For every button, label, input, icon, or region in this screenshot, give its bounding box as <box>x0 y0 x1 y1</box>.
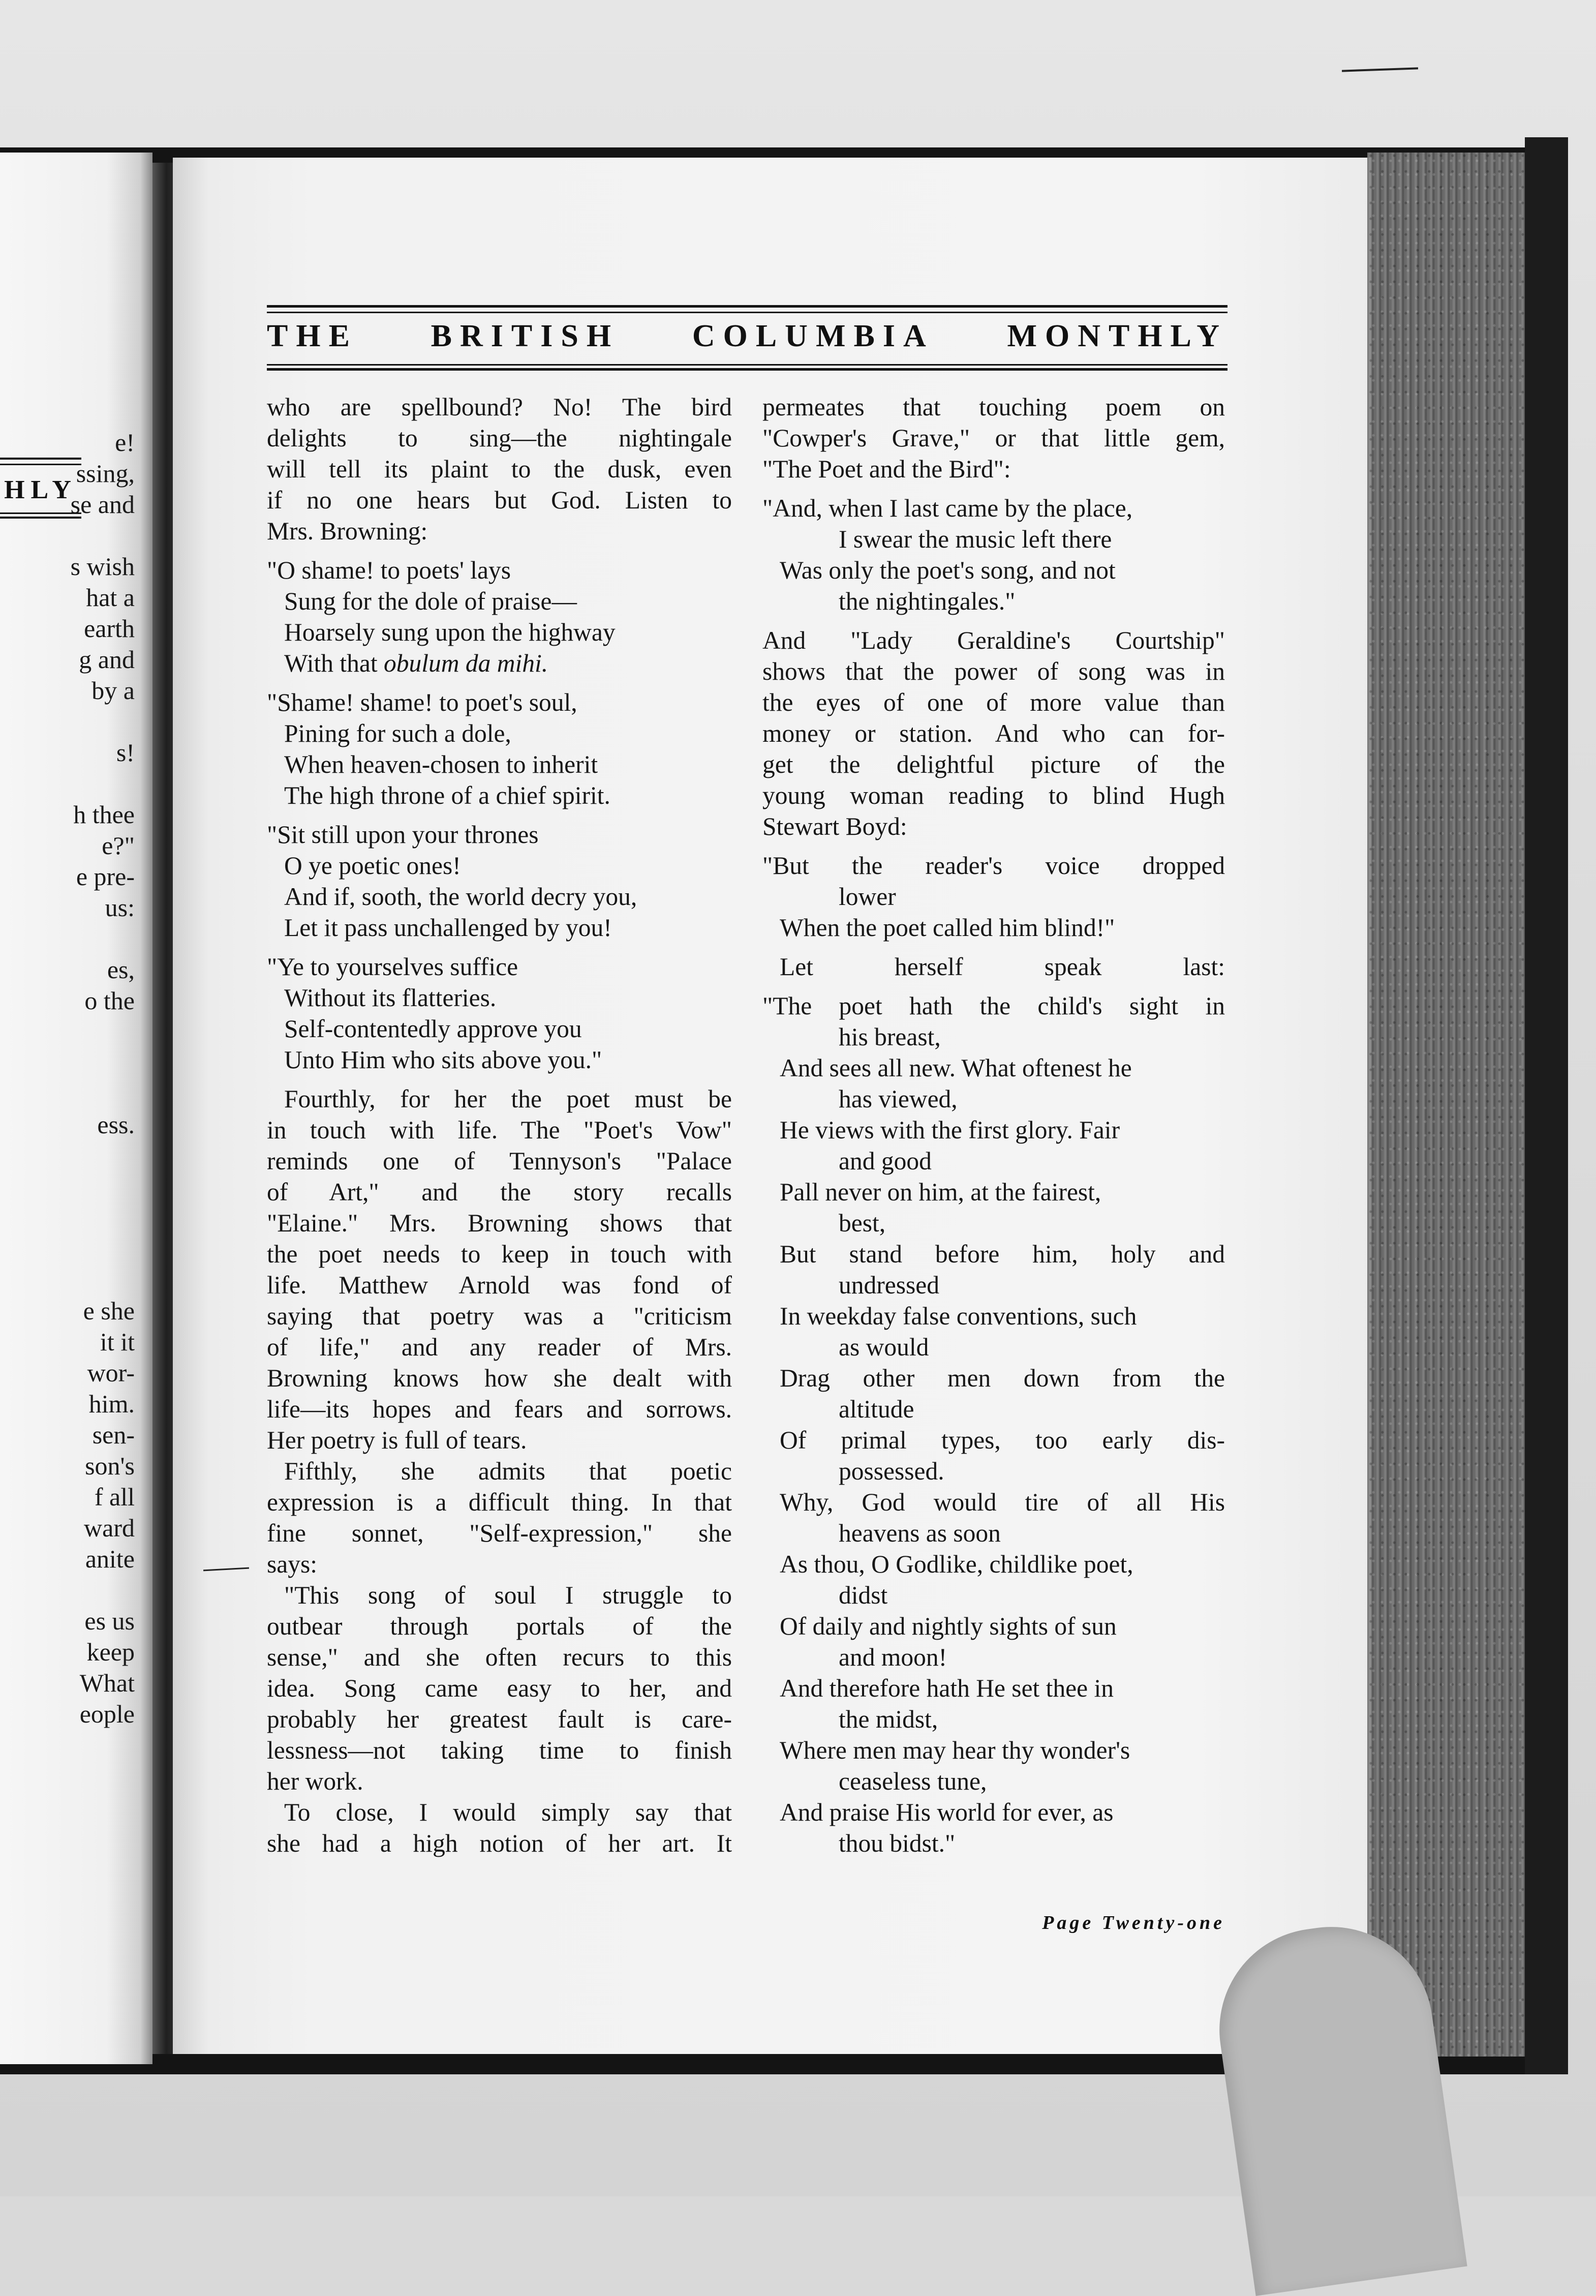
left-page-fragment: son's <box>85 1452 135 1480</box>
right-column-line: undressed <box>839 1271 939 1299</box>
right-column-line: Of primal types, too early dis- <box>780 1426 1225 1454</box>
right-column-line: Why, God would tire of all His <box>780 1488 1225 1516</box>
italic-phrase: obulum da mihi. <box>383 649 548 677</box>
left-column-line: will tell its plaint to the dusk, even <box>267 455 732 483</box>
title-word: COLUMBIA <box>692 319 934 353</box>
left-page-fragment: him. <box>88 1389 135 1418</box>
left-column <box>267 391 732 1859</box>
stanza-gap <box>267 943 732 951</box>
left-page-fragment: ssing, <box>76 459 135 488</box>
left-column-line: Fifthly, she admits that poetic <box>284 1457 732 1485</box>
right-column-line: the midst, <box>839 1705 938 1733</box>
title-word: THE <box>267 319 358 353</box>
right-column-line: and good <box>839 1147 932 1175</box>
right-column-line: Pall never on him, at the fairest, <box>780 1178 1101 1206</box>
left-page-fragment: earth <box>84 614 135 643</box>
left-column-line: idea. Song came easy to her, and <box>267 1674 732 1702</box>
right-column-line: has viewed, <box>839 1085 958 1113</box>
title-word: MONTHLY <box>1007 319 1227 353</box>
left-page-fragment: s! <box>116 738 135 767</box>
right-column-line: the eyes of one of more value than <box>762 688 1225 716</box>
left-column-line: The high throne of a chief spirit. <box>284 781 610 809</box>
left-page-fragment: by a <box>91 676 135 705</box>
left-page-fragment: us: <box>105 893 135 922</box>
left-column-line: Fourthly, for her the poet must be <box>284 1085 732 1113</box>
stanza-gap <box>267 679 732 687</box>
stanza-gap <box>267 1075 732 1083</box>
left-page-fragment: anite <box>85 1545 135 1573</box>
stanza-gap <box>267 811 732 819</box>
left-page-fragment: e?" <box>102 831 135 860</box>
left-page-fragment <box>0 1078 135 1109</box>
left-page-fragment: se and <box>70 490 135 519</box>
left-page-fragment <box>0 1233 135 1264</box>
left-column-line: O ye poetic ones! <box>284 852 461 880</box>
left-column-line: outbear through portals of the <box>267 1612 732 1640</box>
right-column-line: "The Poet and the Bird": <box>762 455 1011 483</box>
left-column-line: Let it pass unchallenged by you! <box>284 914 612 942</box>
left-page-fragment: e pre- <box>76 862 135 891</box>
stanza-gap <box>762 617 1225 625</box>
right-column-line: And sees all new. What oftenest he <box>780 1054 1132 1082</box>
right-column-line: "The poet hath the child's sight in <box>762 992 1225 1020</box>
left-column-line: With that obulum da mihi. <box>284 649 548 677</box>
page-edges <box>1367 153 1525 2057</box>
left-column-line: Self-contentedly approve you <box>284 1015 582 1043</box>
left-page <box>0 153 152 2064</box>
right-column-line: In weekday false conventions, such <box>780 1302 1137 1330</box>
left-column-line: When heaven-chosen to inherit <box>284 750 598 778</box>
left-column-line: Sung for the dole of praise— <box>284 587 577 615</box>
left-column-line: "Shame! shame! to poet's soul, <box>267 688 577 716</box>
left-column-line: Without its flatteries. <box>284 984 497 1012</box>
left-page-fragment <box>0 768 135 799</box>
left-header-fragment: HLY <box>4 475 77 504</box>
left-page-fragment <box>0 520 135 551</box>
right-column-line: lower <box>839 883 896 911</box>
left-column-line: "This song of soul I struggle to <box>284 1581 732 1609</box>
left-page-fragment: s wish <box>70 552 135 581</box>
right-column-line: And "Lady Geraldine's Courtship" <box>762 626 1225 654</box>
left-column-line: of Art," and the story recalls <box>267 1178 732 1206</box>
left-page-fragment: es, <box>107 955 135 984</box>
left-column-line: saying that poetry was a "criticism <box>267 1302 732 1330</box>
right-column-line: young woman reading to blind Hugh <box>762 781 1225 809</box>
right-column-line: possessed. <box>839 1457 944 1485</box>
left-column-line: To close, I would simply say that <box>284 1798 732 1826</box>
right-column-line: When the poet called him blind!" <box>780 914 1115 942</box>
left-column-line: "Sit still upon your thrones <box>267 821 539 849</box>
left-page-fragment: g and <box>79 645 135 674</box>
right-column-line: Of daily and nightly sights of sun <box>780 1612 1117 1640</box>
right-column-line: as would <box>839 1333 929 1361</box>
right-column-line: didst <box>839 1581 888 1609</box>
left-column-line: Browning knows how she dealt with <box>267 1364 732 1392</box>
left-column-line: Hoarsely sung upon the highway <box>284 618 616 646</box>
right-column-line: money or station. And who can for- <box>762 719 1225 747</box>
left-page-text <box>0 427 135 1730</box>
stanza-gap <box>267 547 732 555</box>
left-page-fragment: What <box>79 1669 135 1697</box>
right-column-line: ceaseless tune, <box>839 1767 987 1795</box>
right-column-line: I swear the music left there <box>839 525 1112 553</box>
left-page-fragment <box>0 1140 135 1171</box>
left-column-line: sense," and she often recurs to this <box>267 1643 732 1671</box>
left-page-fragment: sen- <box>92 1421 135 1449</box>
left-page-fragment <box>0 1264 135 1295</box>
right-column-line: He views with the first glory. Fair <box>780 1116 1120 1144</box>
left-column-line: "Ye to yourselves suffice <box>267 953 518 981</box>
right-column-line: As thou, O Godlike, childlike poet, <box>780 1550 1133 1578</box>
left-column-line: in touch with life. The "Poet's Vow" <box>267 1116 732 1144</box>
book-cover <box>1525 137 1568 2074</box>
left-column-line: life—its hopes and fears and sorrows. <box>267 1395 732 1423</box>
journal-title <box>267 318 1227 354</box>
left-column-line: fine sonnet, "Self-expression," she <box>267 1519 732 1547</box>
left-column-line: Unto Him who sits above you." <box>284 1046 602 1074</box>
left-page-fragment: wor- <box>87 1358 135 1387</box>
right-column-line: his breast, <box>839 1023 941 1051</box>
left-page-fragment <box>0 1171 135 1202</box>
left-column-line: says: <box>267 1550 317 1578</box>
right-column-line: "Cowper's Grave," or that little gem, <box>762 424 1225 452</box>
left-column-line: reminds one of Tennyson's "Palace <box>267 1147 732 1175</box>
right-column-line: Let herself speak last: <box>780 953 1225 981</box>
right-column-line: thou bidst." <box>839 1829 956 1857</box>
left-page-fragment: o the <box>84 986 135 1015</box>
right-column-line: shows that the power of song was in <box>762 657 1225 685</box>
left-page-fragment: it it <box>100 1327 135 1356</box>
left-column-line: probably her greatest fault is care- <box>267 1705 732 1733</box>
left-page-fragment: eople <box>79 1700 135 1728</box>
right-column-line: best, <box>839 1209 886 1237</box>
left-page-fragment: e she <box>83 1296 135 1325</box>
left-column-line: the poet needs to keep in touch with <box>267 1240 732 1268</box>
left-page-fragment: hat a <box>86 583 135 612</box>
left-column-line: Mrs. Browning: <box>267 517 428 545</box>
right-column-line: Stewart Boyd: <box>762 812 907 840</box>
left-column-line: "Elaine." Mrs. Browning shows that <box>267 1209 732 1237</box>
title-word: BRITISH <box>431 319 620 353</box>
left-page-fragment <box>0 1047 135 1078</box>
left-column-line: of life," and any reader of Mrs. <box>267 1333 732 1361</box>
right-column-line: "And, when I last came by the place, <box>762 494 1133 522</box>
left-page-fragment: keep <box>86 1638 135 1666</box>
page-number: Page Twenty-one <box>1042 1912 1225 1934</box>
stanza-gap <box>762 943 1225 951</box>
left-page-fragment <box>0 706 135 737</box>
left-column-line: delights to sing—the nightingale <box>267 424 732 452</box>
right-column-line: altitude <box>839 1395 914 1423</box>
left-page-fragment <box>0 1202 135 1233</box>
left-column-line: lessness—not taking time to finish <box>267 1736 732 1764</box>
left-column-line: she had a high notion of her art. It <box>267 1829 732 1857</box>
right-column-line: But stand before him, holy and <box>780 1240 1225 1268</box>
right-column-line: heavens as soon <box>839 1519 1001 1547</box>
left-page-fragment: e! <box>115 428 135 457</box>
right-column-line: get the delightful picture of the <box>762 750 1225 778</box>
left-page-fragment <box>0 923 135 954</box>
left-page-fragment <box>0 1016 135 1047</box>
right-column-line: And therefore hath He set thee in <box>780 1674 1114 1702</box>
left-column-line: life. Matthew Arnold was fond of <box>267 1271 732 1299</box>
left-page-fragment: ward <box>84 1514 135 1542</box>
running-header <box>267 305 1227 374</box>
right-column-line: the nightingales." <box>839 587 1016 615</box>
right-column-line: And praise His world for ever, as <box>780 1798 1114 1826</box>
left-column-line: expression is a difficult thing. In that <box>267 1488 732 1516</box>
right-column-line: permeates that touching poem on <box>762 393 1225 421</box>
left-column-line: if no one hears but God. Listen to <box>267 486 732 514</box>
right-column <box>762 391 1225 1859</box>
left-column-line: Pining for such a dole, <box>284 719 511 747</box>
right-column-line: "But the reader's voice dropped <box>762 852 1225 880</box>
left-column-line: who are spellbound? No! The bird <box>267 393 732 421</box>
left-column-line: her work. <box>267 1767 363 1795</box>
right-column-line: Was only the poet's song, and not <box>780 556 1116 584</box>
right-column-line: and moon! <box>839 1643 947 1671</box>
right-column-line: Where men may hear thy wonder's <box>780 1736 1130 1764</box>
left-column-line: Her poetry is full of tears. <box>267 1426 527 1454</box>
stanza-gap <box>762 842 1225 850</box>
stanza-gap <box>762 485 1225 493</box>
stanza-gap <box>762 982 1225 990</box>
left-column-line: "O shame! to poets' lays <box>267 556 511 584</box>
left-page-fragment <box>0 1575 135 1606</box>
left-page-fragment: h thee <box>73 800 135 829</box>
left-page-fragment: ess. <box>97 1110 135 1139</box>
left-page-fragment: es us <box>84 1607 135 1635</box>
left-page-fragment: f all <box>94 1483 135 1511</box>
right-column-line: Drag other men down from the <box>780 1364 1225 1392</box>
left-column-line: And if, sooth, the world decry you, <box>284 883 637 911</box>
